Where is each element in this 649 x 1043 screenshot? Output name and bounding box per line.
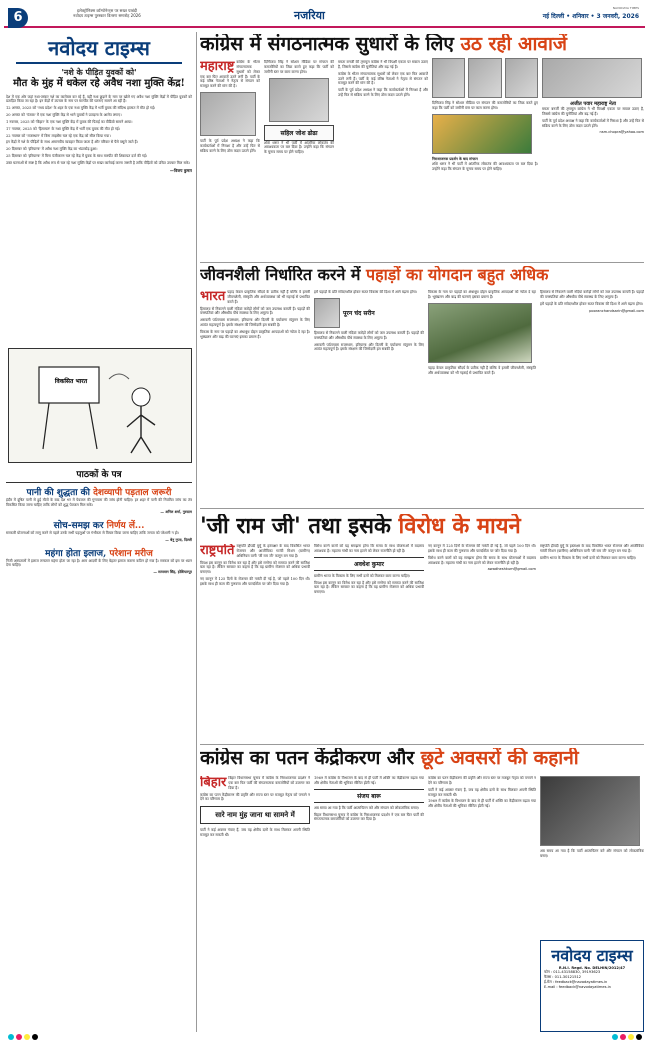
article3-col-4 <box>540 544 644 740</box>
article2-para: पहाड़ केवल प्राकृतिक सौंदर्य के प्रतीक नहीं हैं बल्कि वे हमारी जीवनशैली, संस्कृति और अर्थव्यवस्था को भी गहराई से प्रभावित करते हैं। <box>227 290 310 304</box>
article2-para: हमें पहाड़ों के प्रति संवेदनशील होकर सतत विकास की दिशा में आगे बढ़ना होगा। <box>314 290 418 294</box>
registration-mark <box>628 1034 634 1040</box>
article2-para: हिमालय से निकलने वाली नदियां करोड़ों लोगों को जल उपलब्ध कराती हैं। पहाड़ों की वनस्पतियां और औषधीय पौधे स्वास्थ्य के लिए अमूल्य हैं। <box>314 330 424 340</box>
article3-dateline: राष्ट्रपति <box>200 544 235 558</box>
article1-author: सहिल जोश ढोढा <box>264 125 334 141</box>
article4-col-2 <box>314 776 424 1032</box>
article1-para: पार्टी के पूर्व प्रदेश अध्यक्ष ने कहा कि कार्यकर्ताओं में निराशा है और उन्हें फिर से सक्रिय करने के लिए ठोस कदम उठाने होंगे। <box>338 88 428 98</box>
article4-dateline: बिहार <box>200 776 227 790</box>
article3-headline <box>200 514 644 538</box>
editorial-para: 20 अगस्त को 'पंजाब' में एक नशा मुक्ति केंद्र से भागे युवकों ने प्रताड़ना के आरोप लगाए। <box>6 113 122 118</box>
letters-column <box>6 467 192 687</box>
article3-sign: awadheshkum@gmail.com <box>487 567 536 572</box>
letter-title-3 <box>6 546 192 559</box>
editorial-signature: —विजय कुमार <box>169 167 192 173</box>
article1-headline-b: उठ रही आवाजें <box>460 34 567 55</box>
letter-author-3: — सत्यवान सिंह, होशियारपुर <box>153 570 192 575</box>
article1-headline-a: कांग्रेस में संगठनात्मक सुधारों के लिए <box>200 34 461 55</box>
editorial-kicker: 'नशे के पीड़ित युवकों को' <box>61 67 137 77</box>
article4-headline <box>200 748 644 769</box>
article3-para: नए कानून में 125 दिनों के रोजगार की गारंटी दी गई है, जो पहले 100 दिन थी। इसके साथ ही काम की गुणवत्ता और पारदर्शिता पर जोर दिया गया है। <box>200 577 310 586</box>
article1-para: शशि थरूर ने भी पार्टी में आंतरिक लोकतंत्र की आवश्यकता पर बल दिया है। उन्होंने कहा कि संगठन के चुनाव समय पर होने चाहिए। <box>432 161 538 171</box>
article2-para: अरावली पर्वतमाला राजस्थान, हरियाणा और दिल्ली के पर्यावरण संतुलन के लिए अत्यंत महत्वपूर्ण है। इसके संरक्षण की जिम्मेदारी हम सबकी है। <box>200 318 310 328</box>
article2-col-3 <box>428 290 536 502</box>
editorial-para: 20 दिसम्बर को 'हरियाणा' में अवैध नशा मुक्ति केंद्र का भंडाफोड़ हुआ। <box>6 147 98 152</box>
section-rule <box>200 262 644 263</box>
cartoon-caption: विकसित भारत <box>54 378 88 385</box>
article1-para: पार्टी के पूर्व प्रदेश अध्यक्ष ने कहा कि कार्यकर्ताओं में निराशा है और उन्हें फिर से सक्रिय करने के लिए ठोस कदम उठाने होंगे। <box>200 139 260 153</box>
masthead-underline <box>16 62 182 64</box>
article4-para: बिहार विधानसभा चुनाव में कांग्रेस के निराशाजनक प्रदर्शन ने एक बार फिर पार्टी की संगठनात्मक कमजोरियों को उजागर कर दिया है। <box>228 776 310 790</box>
article3-para: ग्रामीण भारत के विकास के लिए सभी दलों को मिलकर काम करना चाहिए। <box>314 573 411 578</box>
editorial-para: देश में एक ओर जहां नशा-तस्कर नशे का कारोबार कर रहे हैं, वहीं नशा छुड़ाने के नाम पर खोले गए अवैध नशा मुक्ति केंद्रों में पीड़ित युवकों को प्रताड़ित किया जा रहा है। इन केंद्रों में उपचार के नाम पर मारपीट की घटनाएं सामने आ रही हैं। <box>6 94 192 104</box>
article4-headline-b: छूटे अवसरों की कहानी <box>420 748 579 769</box>
article3-para: विपक्ष इस कानून का विरोध कर रहा है और इसे मनरेगा को समाप्त करने की साजिश बता रहा है। लेकिन सरकार का कहना है कि यह ग्रामीण रोजगार को अधिक प्रभावी बनाएगा। <box>314 580 424 595</box>
article4-photo <box>540 776 640 846</box>
article3-para: ग्रामीण भारत के विकास के लिए सभी दलों को मिलकर काम करना चाहिए। <box>540 555 637 560</box>
editorial-column <box>6 34 192 344</box>
article1-para: ममता बनर्जी की तृणमूल कांग्रेस ने भी विपक्षी एकता पर सवाल उठाए हैं, जिससे कांग्रेस की चुनौतियां और बढ़ गई हैं। <box>338 60 428 69</box>
article4-para: बिहार विधानसभा चुनाव में कांग्रेस के निराशाजनक प्रदर्शन ने एक बार फिर पार्टी की संगठनात्मक कमजोरियों को उजागर कर दिया है। <box>314 812 424 822</box>
article2-headline-b: पहाड़ों का योगदान बहुत अधिक <box>366 266 549 284</box>
footer-line: E-mail : feedback@navodayatimes.in <box>544 985 611 989</box>
article3-para: राष्ट्रपति द्रौपदी मुर्मू के हस्ताक्षर के बाद विकसित भारत रोजगार और आजीविका गारंटी मिशन (ग्रामीण) अधिनियम यानी 'जी राम जी' कानून बन गया है। <box>540 544 644 553</box>
article3-headline-a: 'जी राम जी' तथा इसके <box>200 514 399 539</box>
article4-headline-a: कांग्रेस का पतन केंद्रीकरण और <box>200 748 421 769</box>
registration-mark <box>32 1034 38 1040</box>
editorial-para: 22 नवम्बर को 'राजस्थान' में बिना लाइसेंस चल रहे एक केंद्र को सील किया गया। <box>6 133 111 138</box>
article1-photo-sidebar <box>542 58 642 98</box>
letter-title-1 <box>6 485 192 498</box>
article1-para: पार्टी के पूर्व प्रदेश अध्यक्ष ने कहा कि कार्यकर्ताओं में निराशा है और उन्हें फिर से सक्रिय करने के लिए ठोस कदम उठाने होंगे। <box>542 118 644 128</box>
article2-para: विकास के नाम पर पहाड़ों का अंधाधुंध दोहन प्राकृतिक आपदाओं को न्योता दे रहा है। भूस्खलन और बाढ़ की घटनाएं इसका प्रमाण हैं। <box>428 290 536 299</box>
page-number: 6 <box>8 8 28 28</box>
article2-dateline: भारत <box>200 290 226 304</box>
photo-leader-2 <box>468 58 501 98</box>
page-dateline: नई दिल्ली • शनिवार • 3 जनवरी, 2026 <box>542 13 639 20</box>
article3-col-2 <box>314 544 424 740</box>
registration-mark <box>8 1034 14 1040</box>
article2-author: पूरन चंद सरीन <box>343 309 375 317</box>
article3-headline-wrap <box>200 514 644 540</box>
article1-col-1 <box>200 60 260 260</box>
article3-para: विरोध करने वालों को यह समझना होगा कि समय के साथ योजनाओं में बदलाव आवश्यक है। महात्मा गांधी का नाम हटाने को लेकर राजनीति हो रही है। <box>428 555 536 565</box>
article2-para: अरावली पर्वतमाला राजस्थान, हरियाणा और दिल्ली के पर्यावरण संतुलन के लिए अत्यंत महत्वपूर्ण है। इसके संरक्षण की जिम्मेदारी हम सबकी है। <box>314 342 424 352</box>
article1-photo-1 <box>200 92 256 136</box>
letter-title-1a: पानी की शुद्धता की <box>26 488 94 498</box>
article4-para: कांग्रेस का पतन केंद्रीकरण की प्रवृत्ति और राज्य स्तर पर मजबूत नेतृत्व को पनपने न देने का परिणाम है। <box>428 776 536 785</box>
article1-dateline: महाराष्ट्र <box>200 60 235 74</box>
article1-para: शशि थरूर ने भी पार्टी में आंतरिक लोकतंत्र की आवश्यकता पर बल दिया है। उन्होंने कहा कि संगठन के चुनाव समय पर होने चाहिए। <box>264 140 334 155</box>
footer-reg: R.N.I. Regd. No. DELHIN/2012/47 <box>558 966 626 970</box>
photo-leader-3 <box>505 58 538 98</box>
letters-section-title: पाठकों के पत्र <box>76 470 122 480</box>
article1-para: कांग्रेस के भीतर संगठनात्मक सुधारों को लेकर एक बार फिर आवाजें उठने लगी हैं। पार्टी के कई वरिष्ठ नेताओं ने नेतृत्व से संगठन को मजबूत करने की मांग की है। <box>338 71 428 86</box>
editorial-para: 17 नवम्बर, 2025 को 'हिमाचल' के नशा मुक्ति केंद्र में भर्ती एक युवक की मौत हो गई। <box>6 126 121 131</box>
article2-para: हमें पहाड़ों के प्रति संवेदनशील होकर सतत विकास की दिशा में आगे बढ़ना होगा। <box>540 301 644 306</box>
letter-title-1b: देशव्यापी पड़ताल जरूरी <box>93 488 172 498</box>
letter-title-3a: महंगा होता इलाज, <box>45 548 110 559</box>
cartoon-drawing <box>9 349 193 464</box>
article1-photo-row <box>432 58 538 98</box>
article2-headline-wrap <box>200 266 644 286</box>
editorial-para: उक्त घटनाओं से स्पष्ट है कि अवैध रूप से चल रहे नशा मुक्ति केंद्रों पर सख्त कार्रवाई करना जरूरी है ताकि पीड़ितों को उचित उपचार मिल सके। <box>6 160 191 165</box>
article1-para: दिग्विजय सिंह ने सोशल मीडिया पर संगठन की कमजोरियों का जिक्र करते हुए कहा कि पार्टी को जमीनी स्तर पर काम करना होगा। <box>432 101 538 110</box>
article3-headline-b: विरोध के मायने <box>398 514 521 539</box>
article3-para: विरोध करने वालों को यह समझना होगा कि समय के साथ योजनाओं में बदलाव आवश्यक है। महात्मा गांधी का नाम हटाने को लेकर राजनीति हो रही है। <box>314 544 424 553</box>
editorial-masthead: नवोदय टाइम्स <box>48 36 150 60</box>
article2-headline-a: जीवनशैली निर्धारित करने में <box>200 266 367 284</box>
letter-body-2: सरकारी योजनाओं को लागू करने से पहले उनके सभी पहलुओं पर गंभीरता से विचार किया जाना चाहिए ताकि जनता को परेशानी न हो। <box>6 530 179 535</box>
footer-line: फैक्स : 011-30121512 <box>544 975 582 979</box>
header-strap <box>32 8 182 18</box>
footer-line: फोन : 011-43158830, 39193623 <box>544 970 601 974</box>
article2-col-4 <box>540 290 644 502</box>
letter-author-1: — अनिल शर्मा, गुरुग्राम <box>160 509 192 514</box>
article2-byline <box>314 298 424 328</box>
article4-para: कांग्रेस का पतन केंद्रीकरण की प्रवृत्ति और राज्य स्तर पर मजबूत नेतृत्व को पनपने न देने का परिणाम है। <box>200 792 310 802</box>
letter-body-3: निजी अस्पतालों में इलाज लगातार महंगा होता जा रहा है। आम आदमी के लिए बेहतर इलाज कराना कठिन हो गया है। सरकार को इस पर ध्यान देना चाहिए। <box>6 558 192 568</box>
article2-col-1 <box>200 290 310 502</box>
article4-para: 1969 में कांग्रेस के विभाजन के बाद से ही पार्टी में शक्ति का केंद्रीकरण बढ़ता गया और क्षेत्रीय नेताओं की भूमिका सीमित होती गई। <box>314 776 424 785</box>
article1-caption: निराशाजनक प्रदर्शन के बाद संगठन <box>432 156 478 161</box>
site-name: NAVODAYA TIMES <box>612 6 639 10</box>
registration-mark <box>16 1034 22 1040</box>
article1-party-logos <box>432 114 532 154</box>
article2-para: पहाड़ केवल प्राकृतिक सौंदर्य के प्रतीक नहीं हैं बल्कि वे हमारी जीवनशैली, संस्कृति और अर्थव्यवस्था को भी गहराई से प्रभावित करते हैं। <box>428 365 536 375</box>
photo-leader-1 <box>432 58 465 98</box>
article1-headline-wrap <box>200 34 644 56</box>
article3-para: नए कानून में 125 दिनों के रोजगार की गारंटी दी गई है, जो पहले 100 दिन थी। इसके साथ ही काम की गुणवत्ता और पारदर्शिता पर जोर दिया गया है। <box>428 544 536 553</box>
registration-mark <box>612 1034 618 1040</box>
article3-para: विपक्ष इस कानून का विरोध कर रहा है और इसे मनरेगा को समाप्त करने की साजिश बता रहा है। लेकिन सरकार का कहना है कि यह ग्रामीण रोजगार को अधिक प्रभावी बनाएगा। <box>200 560 310 575</box>
article4-para: पार्टी ने कई अवसर गंवाए हैं, जब वह क्षेत्रीय दलों के साथ मिलकर अपनी स्थिति मजबूत कर सकती थी। <box>428 787 536 797</box>
article4-para: अब समय आ गया है कि पार्टी आत्मचिंतन करे और संगठन को लोकतांत्रिक बनाए। <box>314 805 420 810</box>
article4-col-1 <box>200 776 310 1032</box>
section-rule <box>200 508 644 509</box>
article1-para: ममता बनर्जी की तृणमूल कांग्रेस ने भी विपक्षी एकता पर सवाल उठाए हैं, जिससे कांग्रेस की चुनौतियां और बढ़ गई हैं। <box>542 107 644 116</box>
cartoon-box <box>8 348 192 463</box>
letter-body-1: इंदौर में दूषित पानी से हुई मौतों के बाद देश भर में पेयजल की गुणवत्ता की जांच होनी चाहिए। हर शहर में पानी की नियमित जांच का तंत्र विकसित किया जाना चाहिए ताकि लोगों को शुद्ध पेयजल मिल सके। <box>6 498 192 507</box>
article1-para: दिग्विजय सिंह ने सोशल मीडिया पर संगठन की कमजोरियों का जिक्र करते हुए कहा कि पार्टी को जमीनी स्तर पर काम करना होगा। <box>264 60 334 74</box>
article4-para: अब समय आ गया है कि पार्टी आत्मचिंतन करे और संगठन को लोकतांत्रिक बनाए। <box>540 849 644 858</box>
article4-author: संजय बारू <box>314 789 424 803</box>
article1-col-3 <box>338 60 428 260</box>
section-title: नजरिया <box>294 9 325 22</box>
article1-sidebar-title: अजीत पवार महाराष्ट्र नेता <box>570 101 616 107</box>
article2-para: हिमालय से निकलने वाली नदियां करोड़ों लोगों को जल उपलब्ध कराती हैं। पहाड़ों की वनस्पतियां और औषधीय पौधे स्वास्थ्य के लिए अमूल्य हैं। <box>200 306 310 316</box>
letter-title-3b: परेशान मरीज <box>109 548 153 559</box>
letters-rule <box>6 482 192 483</box>
article3-col-1 <box>200 544 310 740</box>
article4-col-3 <box>428 776 536 1032</box>
footer-masthead: नवोदय टाइम्स <box>551 946 633 965</box>
article4-para: पार्टी ने कई अवसर गंवाए हैं, जब वह क्षेत्रीय दलों के साथ मिलकर अपनी स्थिति मजबूत कर सकती थी। <box>200 828 310 838</box>
editorial-para: 25 दिसम्बर को 'हरियाणा' में बिना पंजीकरण चल रहे केंद्र में युवक के साथ मारपीट की शिकायत दर्ज की गई। <box>6 154 148 159</box>
article2-col-2 <box>314 290 424 502</box>
article2-para: विकास के नाम पर पहाड़ों का अंधाधुंध दोहन प्राकृतिक आपदाओं को न्योता दे रहा है। भूस्खलन और बाढ़ की घटनाएं इसका प्रमाण हैं। <box>200 329 310 339</box>
article1-col-5 <box>542 58 644 258</box>
strap-line-2: नवोदय टाइम्स पुरस्कार वितरण समारोह 2026 <box>73 13 141 19</box>
article2-headline <box>200 266 644 284</box>
footer-box <box>540 940 644 1032</box>
strap-line-1: इलेक्ट्रॉनिक्स कॉम्पोनेन्ट्स पर सख्त पाबंदी <box>77 8 137 13</box>
registration-mark <box>620 1034 626 1040</box>
article3-author: अवधेश कुमार <box>314 557 424 571</box>
editorial-title: मौत के मुंह में धकेल रहे अवैध नशा मुक्ति केंद्र! <box>13 78 185 89</box>
article2-para: हिमालय से निकलने वाली नदियां करोड़ों लोगों को जल उपलब्ध कराती हैं। पहाड़ों की वनस्पतियां और औषधीय पौधे स्वास्थ्य के लिए अमूल्य हैं। <box>540 290 644 299</box>
article1-col-4 <box>432 58 538 258</box>
article1-photo-2 <box>269 78 329 122</box>
registration-mark <box>24 1034 30 1040</box>
registration-mark <box>636 1034 642 1040</box>
letter-title-2 <box>6 518 192 531</box>
article1-sign: nsm.chopra@yahoo.com <box>599 130 644 135</box>
page-header <box>4 6 645 28</box>
mountain-photo <box>428 303 532 363</box>
article2-sign: pooranchandsarin@gmail.com <box>589 308 644 313</box>
article4-quote: सारे नाम मुंह जाना था सामने में <box>200 806 310 824</box>
article1-para: कांग्रेस के भीतर संगठनात्मक सुधारों को लेकर एक बार फिर आवाजें उठने लगी हैं। पार्टी के कई वरिष्ठ नेताओं ने नेतृत्व से संगठन को मजबूत करने की मांग की है। <box>200 60 260 89</box>
section-rule <box>200 744 644 745</box>
letter-title-2b: निर्णय लें... <box>106 520 145 531</box>
article1-col-2 <box>264 60 334 260</box>
article3-para: राष्ट्रपति द्रौपदी मुर्मू के हस्ताक्षर के बाद विकसित भारत रोजगार और आजीविका गारंटी मिशन (ग्रामीण) अधिनियम यानी 'जी राम जी' कानून बन गया है। <box>236 544 310 558</box>
article3-col-3 <box>428 544 536 740</box>
footer-line: ई-मेल : feedback@navodayatimes.in <box>544 980 608 984</box>
editorial-para: 12 अगस्त, 2025 को 'मध्य प्रदेश' के शहर के एक नशा मुक्ति केंद्र में भर्ती युवक की संदिग्ध हालात में मौत हो गई। <box>6 106 156 111</box>
editorial-para: 1 नवम्बर, 2025 को 'बिहार' के एक नशा मुक्ति केंद्र में युवक की पिटाई का वीडियो सामने आया। <box>6 119 133 124</box>
author-photo <box>314 298 340 328</box>
editorial-para: इन केंद्रों में नशे के पीड़ितों के साथ अमानवीय व्यवहार किया जाता है और परिवार से पैसे वसूले जाते हैं। <box>6 140 138 145</box>
letter-author-2: — बेनु गुप्ता, दिल्ली <box>165 537 192 542</box>
article4-para: 1969 में कांग्रेस के विभाजन के बाद से ही पार्टी में शक्ति का केंद्रीकरण बढ़ता गया और क्षेत्रीय नेताओं की भूमिका सीमित होती गई। <box>428 799 536 809</box>
letter-title-2a: सोच-समझ कर <box>53 520 107 531</box>
column-rule <box>196 32 197 1032</box>
article1-headline <box>200 34 644 55</box>
article4-headline-wrap <box>200 748 644 772</box>
article4-col-4 <box>540 776 644 936</box>
